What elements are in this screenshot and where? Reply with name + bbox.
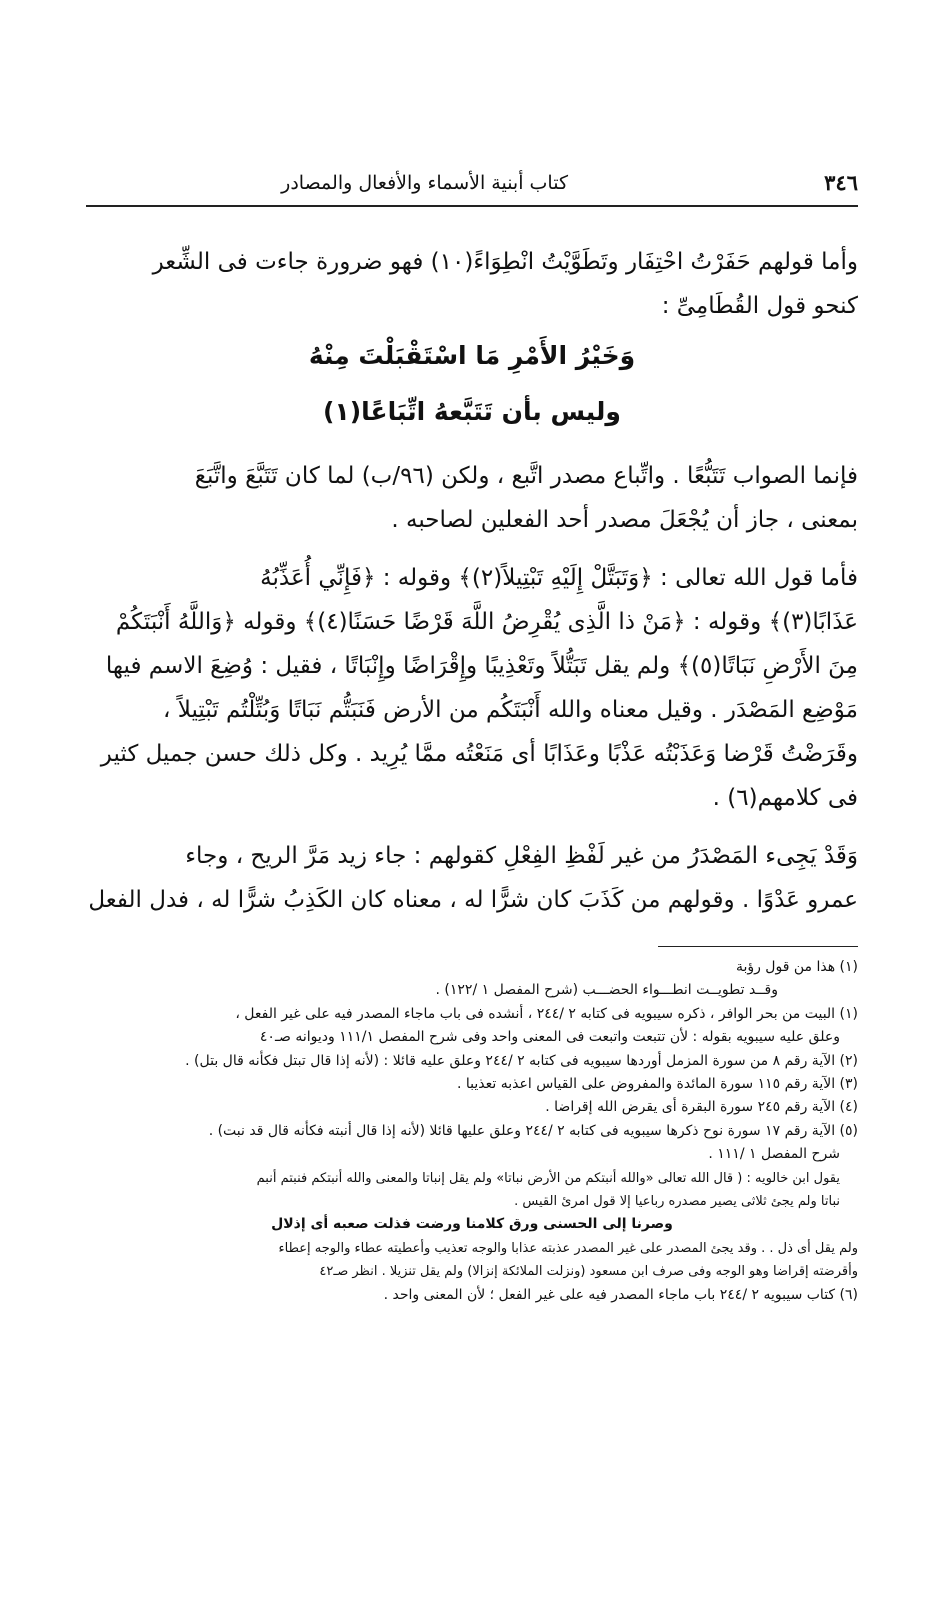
footnote-line: (١) هذا من قول رؤبة: [735, 959, 858, 975]
page-number: ٣٤٦: [824, 170, 858, 195]
text-line: وقَرَضْتُ قَرْضا وَعَذَبْتُه عَذْبًا وعَذَابًا أى مَنَعْتُه ممَّا يُرِيد . وكل ذلك حسن جميل كثير: [100, 741, 858, 767]
text-line: مِنَ الأَرْضِ نَبَاتًا(٥)﴾ ولم يقل تَبَتُّلاً وتَعْذِيبًا وإِقْرَاضًا وإِنْبَاتًا ، فقيل : وُضِعَ الاسم فيها: [105, 653, 858, 679]
poem-verse-1: وَخَيْرُ الأَمْرِ مَا اسْتَقْبَلْتَ مِنْهُ: [308, 341, 636, 370]
text-line: فى كلامهم(٦) .: [712, 785, 858, 811]
footnote-line: (٣) الآية رقم ١١٥ سورة المائدة والمفروض على القياس اعذبه تعذيبا .: [457, 1076, 858, 1093]
footnote-line: (٥) الآية رقم ١٧ سورة نوح ذكرها سيبويه فى كتابه ٢ /٢٤٤ وعلق عليها قائلا (لأنه إذا قال أنبته فكأنه قال قد نبت) .: [208, 1122, 858, 1139]
page-header: [86, 170, 858, 204]
footnote-line: وعلق عليه سيبويه بقوله : لأن تتبعت واتبعت فى المعنى واحد وفى شرح المفصل ١١١/١ وديوانه صـ٤٠: [259, 1029, 840, 1046]
footnote-line: وقــد تطويــت انطـــواء الحضـــب (شرح المفصل ١ /١٢٢) .: [435, 982, 778, 999]
text-line: عَذَابًا(٣)﴾ وقوله : ﴿مَنْ ذا الَّذِى يُقْرِضُ اللَّهَ قَرْضًا حَسَنًا(٤)﴾ وقوله ﴿وَاللَّهُ أَنْبَتَكُمْ: [115, 609, 858, 635]
footnote-verse: وصرنا إلى الحسنى ورق كلامنا ورضت فذلت صعبه أى إذلال: [271, 1216, 673, 1233]
text-line: كنحو قول القُطَامِىِّ :: [661, 293, 858, 319]
footnote-line: (١) البيت من بحر الوافر ، ذكره سيبويه فى كتابه ٢ /٢٤٤ ، أنشده فى باب ماجاء المصدر فيه على غير الفعل ،: [235, 1005, 858, 1022]
footnote-line: ولم يقل أى ذل . . وقد يجئ المصدر على غير المصدر عذبته عذابا والوجه تعذيب وأعطيته عطاء والوجه إعطاء: [278, 1240, 858, 1256]
poem-verse-2: وليس بأن تَتَبَّعهُ اتِّبَاعًا(١): [323, 397, 621, 426]
footnote-line: وأقرضته إقراضا وهو الوجه وفى صرف ابن مسعود (ونزلت الملائكة إنزالا) ولم يقل تنزيلا . انظر صـ٤٢: [319, 1264, 858, 1280]
footnote-line: (٦) كتاب سيبويه ٢ /٢٤٤ باب ماجاء المصدر فيه على غير الفعل ؛ لأن المعنى واحد .: [383, 1286, 858, 1303]
text-line: مَوْضِع المَصْدَر . وقيل معناه والله أَنْبَتَكُم من الأرض فَنَبَتُّم نَبَاتًا وَبُتِّلْتُم تَبْتِيلاً ،: [163, 697, 858, 723]
text-line: بمعنى ، جاز أن يُجْعَلَ مصدر أحد الفعلين لصاحبه .: [391, 507, 858, 533]
running-title: كتاب أبنية الأسماء والأفعال والمصادر: [281, 172, 568, 194]
text-line: فأما قول الله تعالى : ﴿وَتَبَتَّلْ إِلَيْهِ تَبْتِيلاً(٢)﴾ وقوله : ﴿فَإِنِّي أُعَذِّبُهُ: [260, 565, 858, 591]
text-line: وَقَدْ يَجِىء المَصْدَرُ من غير لَفْظِ الفِعْلِ كقولهم : جاء زيد مَرَّ الريح ، وجاء: [185, 843, 858, 869]
footnote-line: (٢) الآية رقم ٨ من سورة المزمل أوردها سيبويه فى كتابه ٢ /٢٤٤ وعلق عليه قائلا : (لأنه إذا قال تبتل فكأنه قال بتل) .: [185, 1052, 858, 1069]
main-text: [86, 240, 858, 922]
spacer: [86, 542, 858, 556]
spacer: [86, 820, 858, 834]
footnote-line: نباتا ولم يجئ ثلاثى يصير مصدره رباعيا إلا قول امرئ القيس .: [514, 1194, 840, 1210]
header-rule: [86, 205, 858, 207]
text-line: عمرو عَدْوًا . وقولهم من كَذَبَ كان شرًّا له ، معناه كان الكَذِبُ شرًّا له ، فدل الفعل: [88, 887, 858, 913]
footnote-line: (٤) الآية رقم ٢٤٥ سورة البقرة أى يقرض الله إقراضا .: [545, 1099, 858, 1116]
footnote-line: شرح المفصل ١ /١١١ .: [708, 1146, 840, 1163]
footnotes: [86, 956, 858, 1307]
spacer: [86, 440, 858, 454]
footnote-line: يقول ابن خالويه : ( قال الله تعالى «والله أنبتكم من الأرض نباتا» ولم يقل إنباتا والمعنى والله أنبتكم فنبتم أنبم: [256, 1170, 840, 1186]
text-line: فإنما الصواب تَتَبُّعًا . واتِّباع مصدر اتَّبع ، ولكن (٩٦/ب) لما كان تَتَبَّعَ واتَّبَعَ: [194, 463, 858, 489]
footnote-rule: [658, 946, 858, 947]
text-line: وأما قولهم حَفَرْتُ احْتِفَار وتَطَوَّيْتُ انْطِوَاءً(١٠) فهو ضرورة جاءت فى الشِّعر: [152, 249, 858, 275]
